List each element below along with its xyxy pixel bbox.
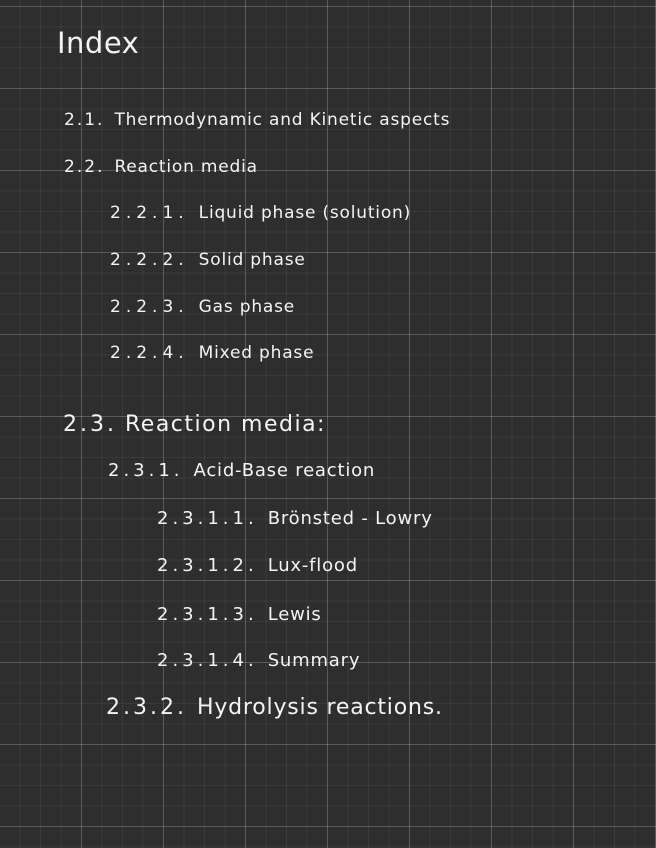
entry-text: Brönsted - Lowry: [267, 508, 433, 529]
entry-text: Acid-Base reaction: [193, 460, 376, 481]
entry-number: 2.3.1.: [108, 460, 184, 481]
entry-text: Summary: [267, 650, 361, 671]
index-entry-2-3-1-3: [157, 606, 322, 624]
page-title: Index: [57, 26, 140, 60]
entry-text: Reaction media:: [124, 412, 326, 437]
entry-text: Reaction media: [114, 157, 258, 177]
entry-number: 2.2.3.: [110, 297, 189, 317]
index-entry-2-2-1: [110, 205, 411, 222]
entry-text: Gas phase: [198, 297, 296, 317]
index-entry-2-3-1-1: [157, 510, 433, 528]
index-entry-2-3-1: [108, 462, 375, 480]
index-entry-2-2-4: [110, 345, 314, 362]
index-entry-2-3-1-4: [157, 652, 360, 670]
index-entry-2-2: [64, 159, 258, 176]
entry-number: 2.3.1.4.: [157, 650, 258, 671]
entry-text: Liquid phase (solution): [198, 203, 412, 223]
index-entry-2-2-2: [110, 252, 306, 269]
entry-number: 2.2.1.: [110, 203, 189, 223]
index-entry-2-1: [64, 112, 450, 129]
entry-number: 2.2.2.: [110, 250, 189, 270]
entry-number: 2.3.1.2.: [157, 555, 258, 576]
entry-number: 2.2.4.: [110, 343, 189, 363]
entry-number: 2.3.: [63, 412, 117, 437]
index-entry-2-3: [63, 414, 326, 436]
entry-text: Lux-flood: [267, 555, 358, 576]
index-entry-2-3-1-2: [157, 557, 358, 575]
entry-number: 2.3.2.: [106, 695, 187, 720]
entry-text: Hydrolysis reactions.: [196, 695, 443, 720]
entry-number: 2.1.: [64, 110, 105, 130]
entry-number: 2.3.1.1.: [157, 508, 258, 529]
entry-number: 2.3.1.3.: [157, 604, 258, 625]
index-entry-2-3-2: [106, 697, 443, 719]
entry-text: Mixed phase: [198, 343, 315, 363]
entry-number: 2.2.: [64, 157, 105, 177]
entry-text: Thermodynamic and Kinetic aspects: [114, 110, 451, 130]
entry-text: Solid phase: [198, 250, 306, 270]
index-entry-2-2-3: [110, 299, 295, 316]
entry-text: Lewis: [267, 604, 322, 625]
